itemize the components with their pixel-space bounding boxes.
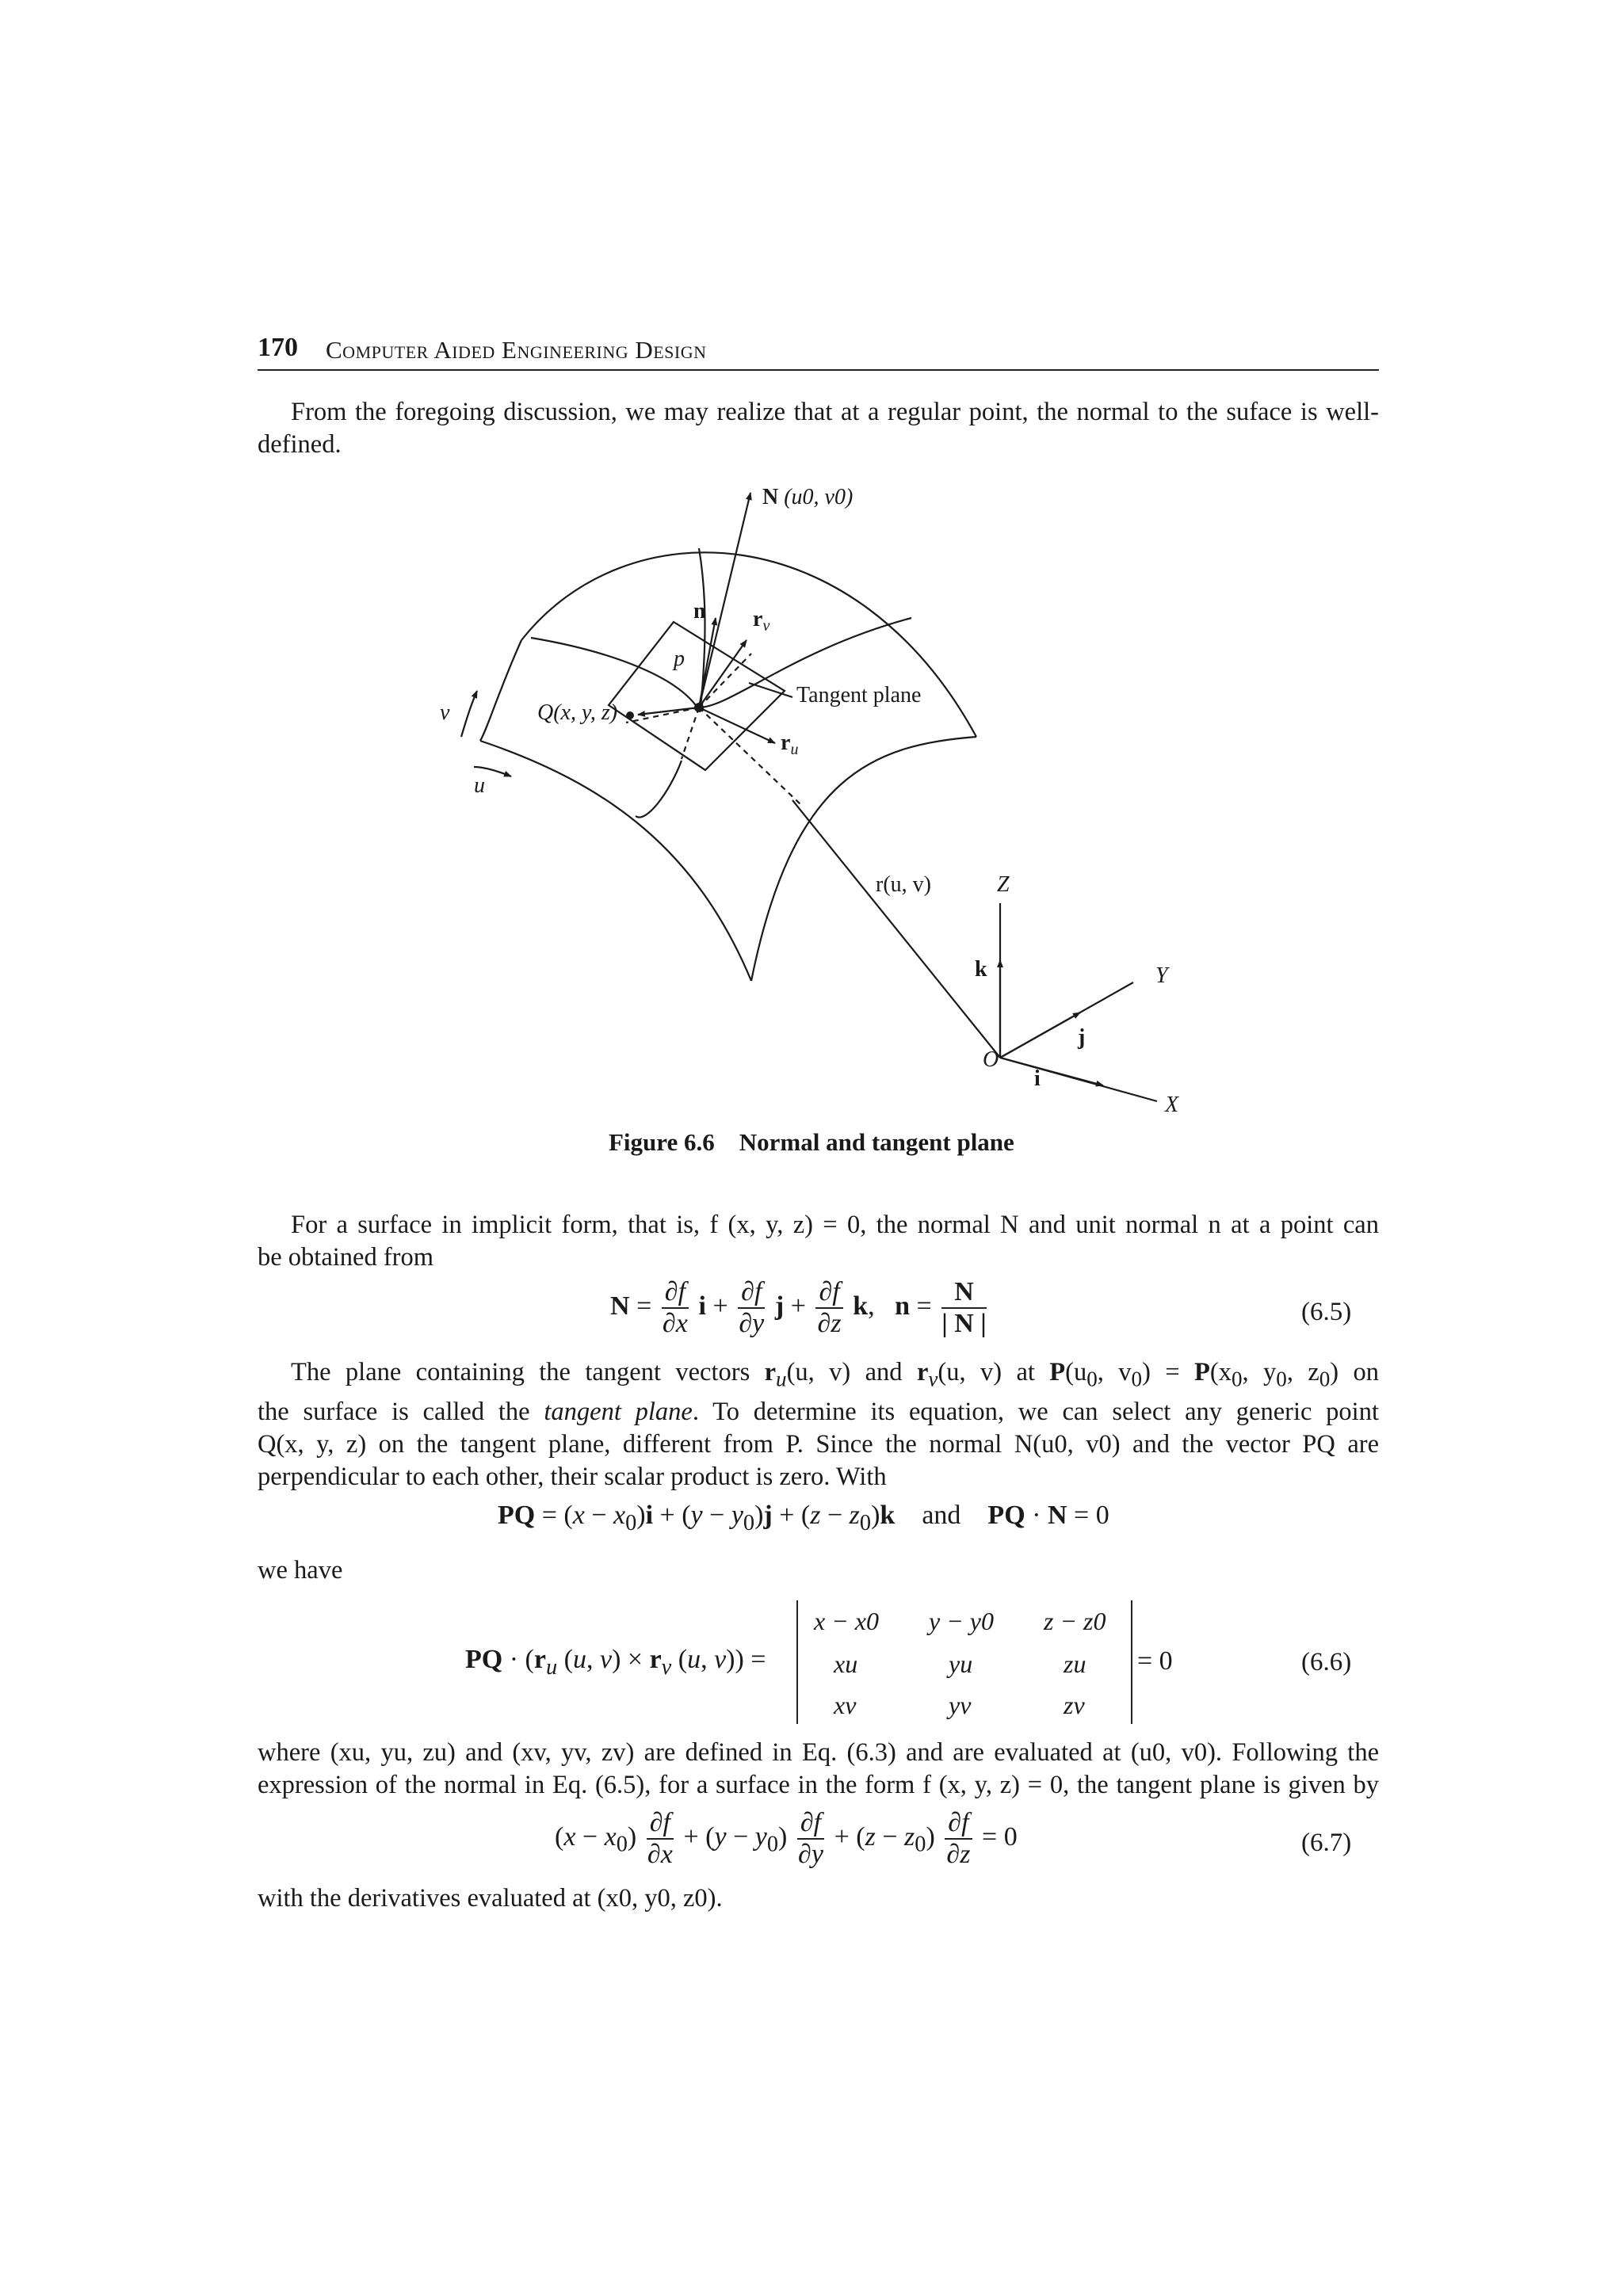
where-paragraph: [258, 1737, 1379, 1802]
we-have: we have: [258, 1556, 343, 1585]
equation-6-6-lhs: PQ · ($r_u$ (u, $v) \times r_v$ (u, v)) =: [465, 1645, 766, 1680]
det-r1c3: z − z0: [1044, 1607, 1106, 1635]
caption-number: Figure 6.6: [609, 1128, 715, 1156]
equation-number-6-7: (6.7): [1301, 1829, 1352, 1857]
equation-number-6-6: (6.6): [1301, 1648, 1352, 1676]
equation-6-7: $(x - x_0)$ $\frac{\partial f}{\partial x}$ + $(y - y_0)$ $\frac{\partial f}{\partial y}$ + $(z - z_0)$ $\frac{\partial f}{\partial z}$ = 0: [555, 1808, 1018, 1869]
determinant-matrix: [796, 1600, 1132, 1724]
surface-left-edge: [480, 640, 521, 741]
det-r3c3: zv: [1064, 1691, 1085, 1719]
position-vector-r: [792, 800, 1000, 1058]
label-k: k: [975, 957, 987, 982]
tangent-plane-leader: [749, 683, 792, 697]
para2-line2: be obtained from: [258, 1243, 434, 1272]
surface-bottom-edge: [480, 741, 751, 981]
det-r2c1: xu: [834, 1650, 858, 1678]
label-X: X: [1165, 1093, 1179, 1117]
axis-i: [1000, 1058, 1103, 1085]
caption-text: Normal and tangent plane: [739, 1128, 1014, 1156]
dashed-line-1: [626, 707, 699, 723]
figure-caption: [609, 1128, 1014, 1157]
label-Z: Z: [997, 872, 1010, 897]
eq-and: and: [922, 1501, 961, 1530]
dashed-line-3: [699, 707, 800, 804]
tangent-plane: [609, 622, 785, 770]
label-Q: Q(x, y, z): [537, 700, 618, 725]
para2-line1: For a surface in implicit form, that is, f (x, y, z) = 0, the normal N and unit normal n at a point can: [291, 1211, 1379, 1239]
axis-j: [1000, 1013, 1080, 1058]
det-r2c3: zu: [1064, 1650, 1086, 1678]
det-r1c2: y − y0: [929, 1607, 994, 1635]
point-P: [694, 703, 704, 712]
det-r1c1: x − x0: [814, 1607, 879, 1635]
running-header: [258, 333, 1379, 371]
figure-normal-tangent-plane: [412, 475, 1268, 1133]
point-Q: [626, 711, 634, 719]
closing-line: with the derivatives evaluated at (x0, y0, z0).: [258, 1884, 723, 1913]
intro-paragraph: [258, 396, 1379, 461]
det-r3c1: xv: [834, 1691, 857, 1719]
label-N: N (u0, v0): [762, 485, 854, 509]
running-title: Computer Aided Engineering Design: [326, 336, 707, 364]
label-i: i: [1034, 1066, 1041, 1091]
label-tangent-plane: Tangent plane: [796, 683, 922, 707]
label-j: j: [1078, 1025, 1086, 1050]
normal-vector-N: [699, 493, 750, 707]
label-Y: Y: [1155, 963, 1168, 988]
equation-6-6-rhs: = 0: [1137, 1646, 1173, 1676]
det-r3c2: yv: [949, 1691, 972, 1719]
para4-line2: expression of the normal in Eq. (6.5), for a surface in the form f (x, y, z) = 0, the tangent plane is given by: [258, 1771, 1379, 1799]
equation-PQ: PQ = $(x - x_0)i + (y - y_0)j + (z - z_0)k$ and PQ · N = 0: [498, 1501, 1109, 1535]
equation-number-6-5: (6.5): [1301, 1298, 1352, 1326]
label-O: O: [983, 1047, 999, 1072]
equation-6-5: N = $\frac{\partial f}{\partial x}$ i + $\frac{\partial f}{\partial y}$ j + $\frac{\partial f}{\partial z}$ k, n = $\frac{N}{| N |}$: [610, 1277, 987, 1338]
label-u: u: [474, 773, 485, 798]
unit-normal-n: [699, 618, 716, 707]
intro-text: From the foregoing discussion, we may realize that at a regular point, the normal to the suface is well-defined.: [258, 398, 1379, 459]
label-p: p: [674, 646, 685, 671]
tangent-plane-paragraph: The plane containing the tangent vectors $r_u(u$, v) and $r_v(u$, v) at $P(u_0$, $v_0) = P(x_0$, $y_0$, $z_0$) on the surface is called the tangent plane. To determine its equation, we can select any generic point Q(x, y, z) on the tangent plane, different from P. Since the normal N(u0, v0) and the vector PQ are perpendicular to each other, their scalar product is zero. With: [258, 1358, 1380, 1491]
label-rv: $r_v$: [753, 607, 770, 635]
implicit-form-paragraph: [258, 1209, 1379, 1274]
para4-line1: where (xu, yu, zu) and (xv, yv, zv) are defined in Eq. (6.3) and are evaluated at (u0, v0). Following the: [258, 1738, 1379, 1767]
det-r2c2: yu: [949, 1650, 973, 1678]
label-r-uv: r(u, v): [876, 872, 931, 897]
label-n: n: [693, 599, 706, 624]
v-direction-arrow: [461, 691, 477, 737]
page-number: 170: [258, 333, 298, 362]
label-ru: $r_u$: [781, 730, 799, 758]
label-v: v: [440, 700, 450, 725]
iso-line-v-2: [636, 761, 682, 818]
dashed-line-2: [682, 707, 699, 759]
surface-right-edge: [751, 737, 976, 981]
